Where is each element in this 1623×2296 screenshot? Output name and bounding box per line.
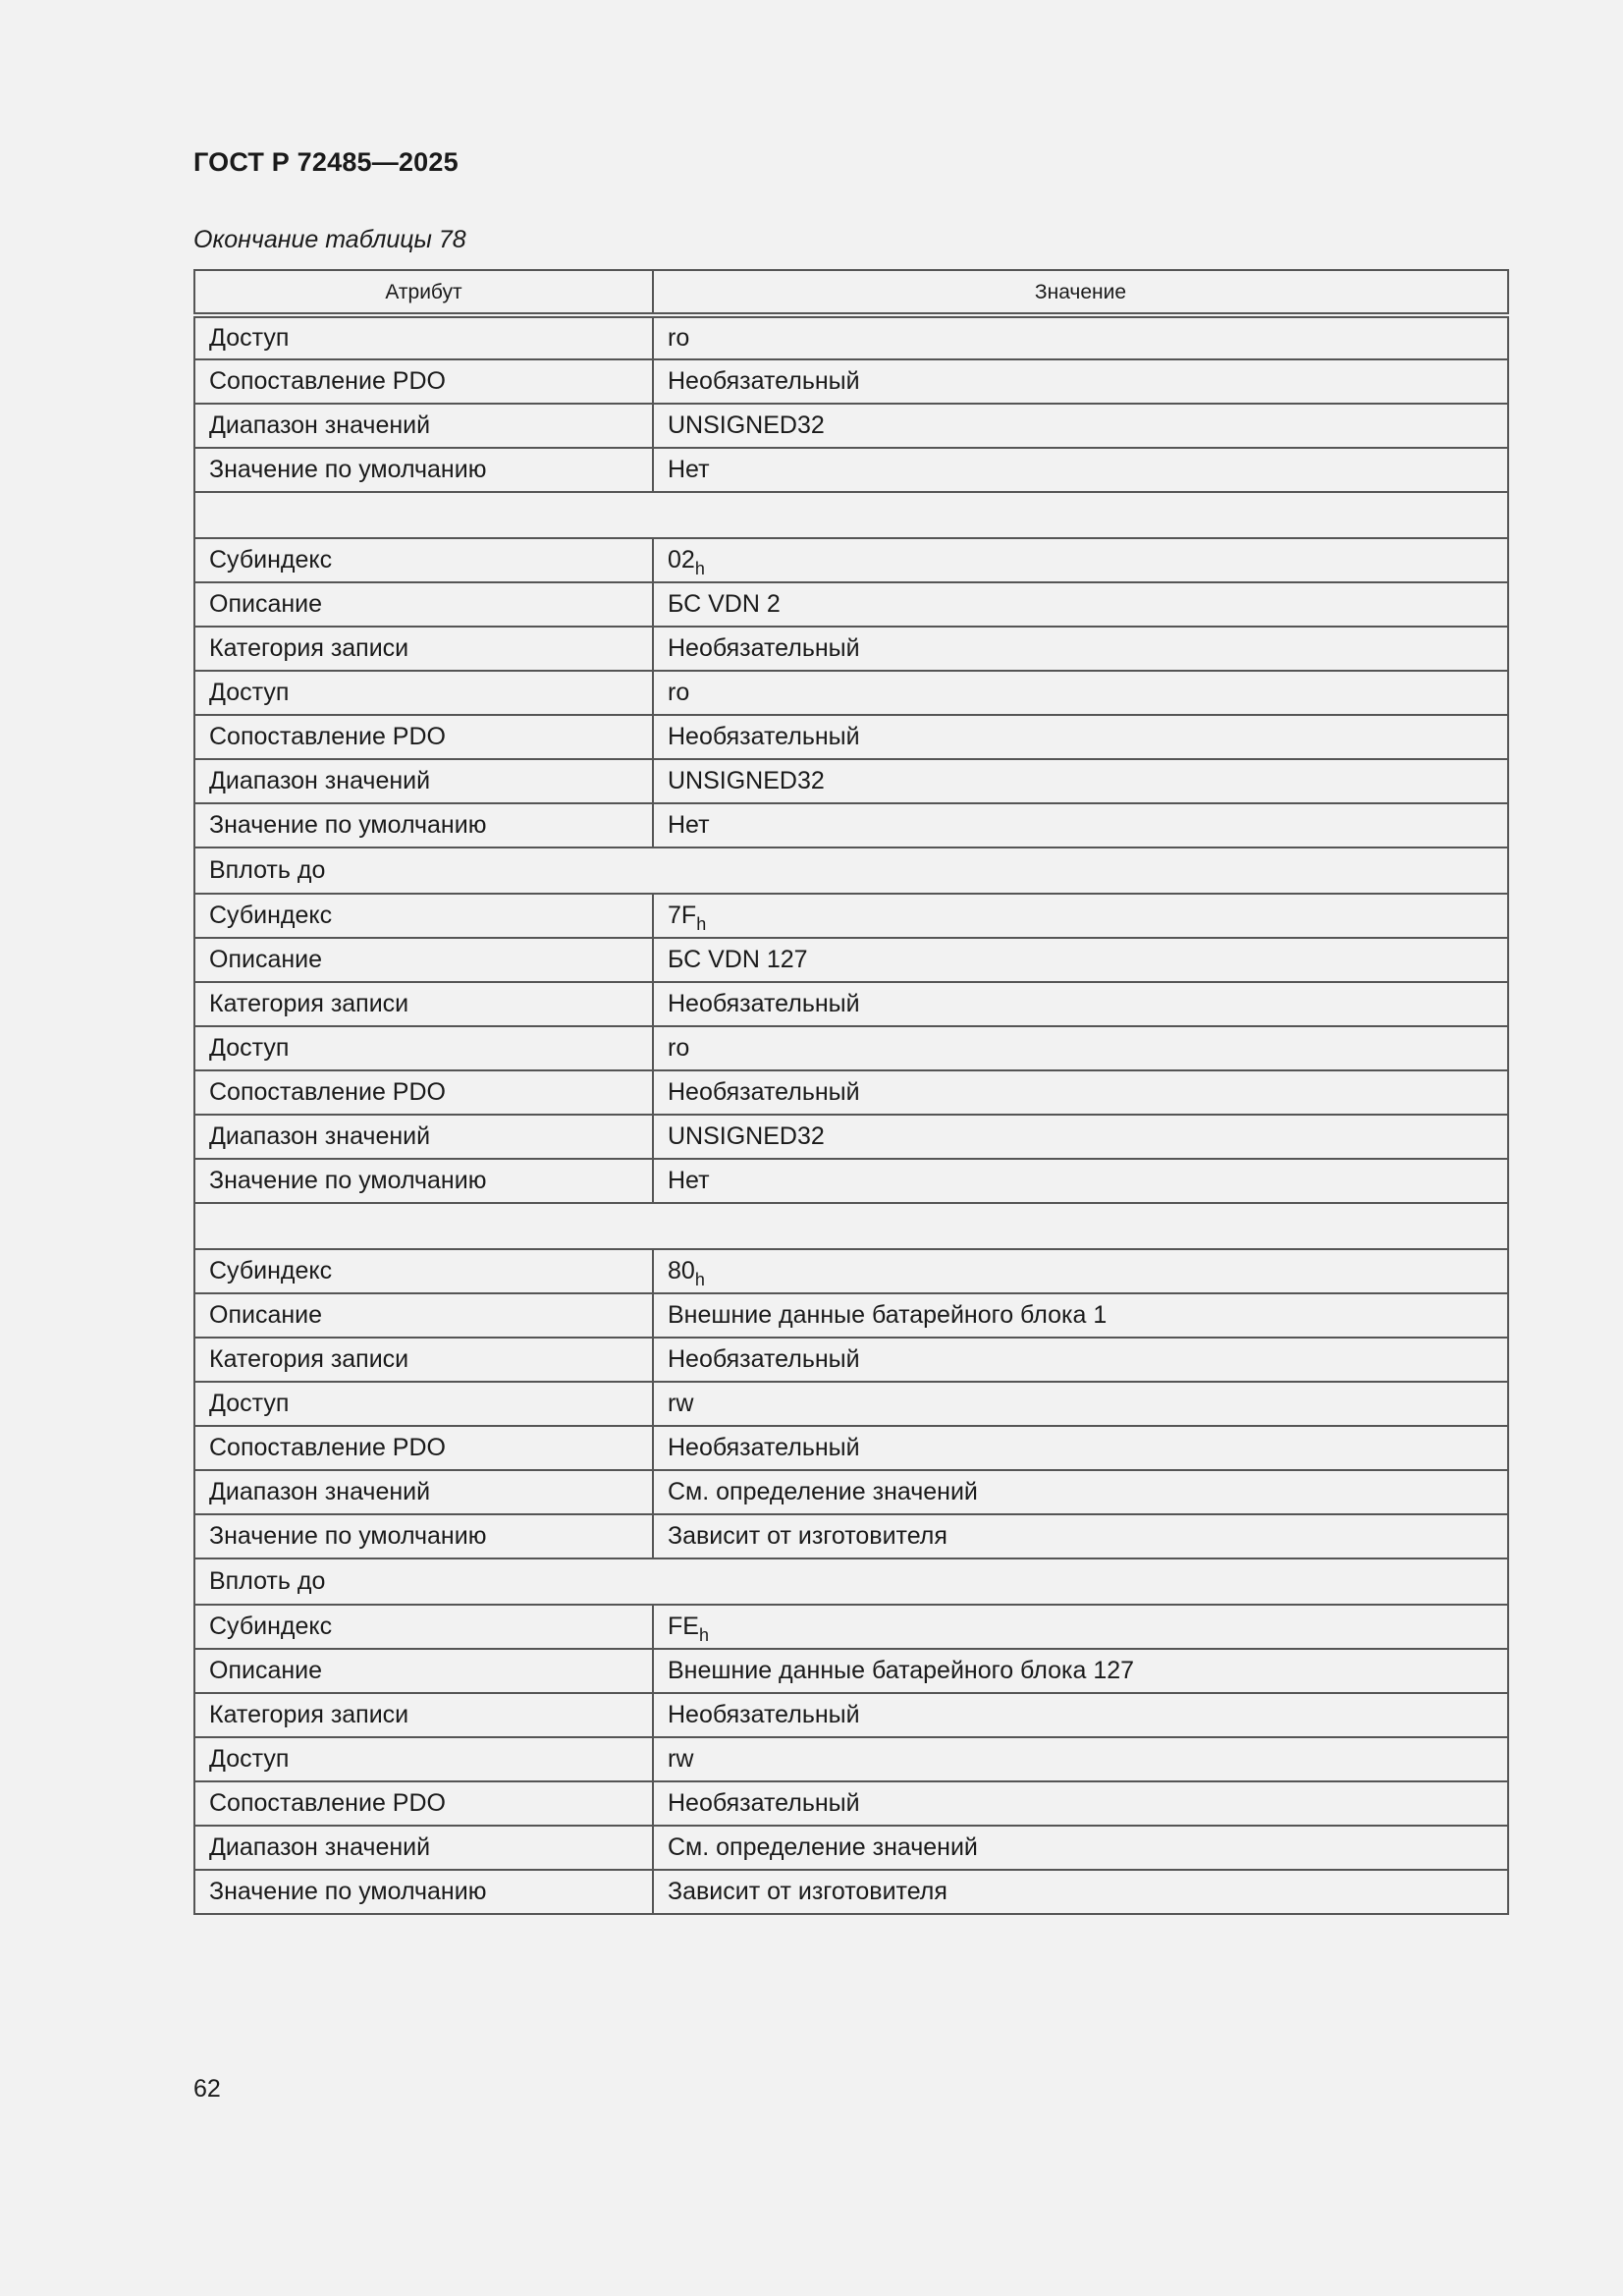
value-cell bbox=[653, 982, 1508, 1026]
table-body bbox=[194, 315, 1508, 1914]
table-section-row bbox=[194, 1203, 1508, 1249]
value-text: Необязательный bbox=[668, 1701, 860, 1728]
value-cell bbox=[653, 1826, 1508, 1870]
attribute-cell: Сопоставление PDO bbox=[194, 1781, 653, 1826]
value-cell bbox=[653, 759, 1508, 803]
table-row bbox=[194, 1870, 1508, 1914]
value-cell bbox=[653, 803, 1508, 847]
value-text: Зависит от изготовителя bbox=[668, 1878, 947, 1905]
value-cell bbox=[653, 1382, 1508, 1426]
value-cell bbox=[653, 627, 1508, 671]
attribute-cell: Доступ bbox=[194, 1026, 653, 1070]
table-row bbox=[194, 1026, 1508, 1070]
column-header-attribute: Атрибут bbox=[194, 270, 653, 315]
attribute-cell: Диапазон значений bbox=[194, 404, 653, 448]
value-text: Необязательный bbox=[668, 634, 860, 662]
attribute-cell: Субиндекс bbox=[194, 538, 653, 582]
table-section-row bbox=[194, 492, 1508, 538]
table-section-row bbox=[194, 847, 1508, 894]
table-row bbox=[194, 627, 1508, 671]
value-cell bbox=[653, 938, 1508, 982]
value-text: Внешние данные батарейного блока 127 bbox=[668, 1657, 1135, 1684]
value-cell bbox=[653, 1070, 1508, 1115]
attribute-cell: Доступ bbox=[194, 1737, 653, 1781]
value-cell bbox=[653, 448, 1508, 492]
table-row bbox=[194, 359, 1508, 404]
value-cell bbox=[653, 1605, 1508, 1649]
value-text: UNSIGNED32 bbox=[668, 411, 825, 439]
table-row bbox=[194, 1514, 1508, 1558]
table-row bbox=[194, 1649, 1508, 1693]
value-text: rw bbox=[668, 1390, 694, 1417]
table-section-row bbox=[194, 1558, 1508, 1605]
value-text: Необязательный bbox=[668, 367, 860, 395]
table-row bbox=[194, 1115, 1508, 1159]
value-text: 7F bbox=[668, 902, 697, 929]
value-cell bbox=[653, 715, 1508, 759]
table-row bbox=[194, 1737, 1508, 1781]
value-text: UNSIGNED32 bbox=[668, 767, 825, 794]
table-row bbox=[194, 759, 1508, 803]
value-cell bbox=[653, 671, 1508, 715]
value-text: Необязательный bbox=[668, 1789, 860, 1817]
table-row bbox=[194, 671, 1508, 715]
value-cell bbox=[653, 1470, 1508, 1514]
value-text: ro bbox=[668, 679, 690, 706]
table-row bbox=[194, 1159, 1508, 1203]
value-text: 02 bbox=[668, 546, 695, 574]
section-label-cell: Вплоть до bbox=[194, 847, 1508, 894]
section-label-cell: Вплоть до bbox=[194, 1558, 1508, 1605]
value-cell bbox=[653, 1426, 1508, 1470]
attribute-cell: Субиндекс bbox=[194, 894, 653, 938]
attribute-cell: Описание bbox=[194, 582, 653, 627]
table-row bbox=[194, 1693, 1508, 1737]
value-text: UNSIGNED32 bbox=[668, 1122, 825, 1150]
table-header-row bbox=[194, 270, 1508, 315]
value-cell bbox=[653, 538, 1508, 582]
table-row bbox=[194, 982, 1508, 1026]
table-row bbox=[194, 538, 1508, 582]
value-cell bbox=[653, 359, 1508, 404]
attribute-cell: Субиндекс bbox=[194, 1605, 653, 1649]
value-text: Необязательный bbox=[668, 1078, 860, 1106]
value-cell bbox=[653, 1026, 1508, 1070]
table-row bbox=[194, 1293, 1508, 1338]
table-row bbox=[194, 1605, 1508, 1649]
attribute-cell: Значение по умолчанию bbox=[194, 1514, 653, 1558]
value-cell bbox=[653, 1781, 1508, 1826]
attribute-cell: Диапазон значений bbox=[194, 1470, 653, 1514]
document-header: ГОСТ Р 72485—2025 bbox=[193, 147, 459, 177]
table-row bbox=[194, 1781, 1508, 1826]
attribute-cell: Доступ bbox=[194, 671, 653, 715]
table-row bbox=[194, 1338, 1508, 1382]
value-cell bbox=[653, 894, 1508, 938]
hex-subscript: h bbox=[694, 1270, 705, 1289]
attribute-cell: Значение по умолчанию bbox=[194, 448, 653, 492]
page-number: 62 bbox=[193, 2075, 221, 2103]
attribute-cell: Сопоставление PDO bbox=[194, 359, 653, 404]
attribute-cell: Значение по умолчанию bbox=[194, 1870, 653, 1914]
value-text: FE bbox=[668, 1613, 699, 1640]
table-row bbox=[194, 315, 1508, 359]
value-text: БС VDN 127 bbox=[668, 946, 808, 973]
section-label-cell bbox=[194, 1203, 1508, 1249]
table-row bbox=[194, 1249, 1508, 1293]
table-row bbox=[194, 1382, 1508, 1426]
attribute-cell: Доступ bbox=[194, 315, 653, 359]
value-cell bbox=[653, 582, 1508, 627]
value-text: Внешние данные батарейного блока 1 bbox=[668, 1301, 1108, 1329]
table-row bbox=[194, 448, 1508, 492]
table-row bbox=[194, 715, 1508, 759]
attribute-cell: Субиндекс bbox=[194, 1249, 653, 1293]
value-text: 80 bbox=[668, 1257, 695, 1285]
attribute-cell: Доступ bbox=[194, 1382, 653, 1426]
table-row bbox=[194, 1470, 1508, 1514]
attribute-cell: Диапазон значений bbox=[194, 759, 653, 803]
value-cell bbox=[653, 1514, 1508, 1558]
value-cell bbox=[653, 1649, 1508, 1693]
hex-subscript: h bbox=[698, 1625, 709, 1645]
hex-subscript: h bbox=[694, 559, 705, 578]
value-text: Необязательный bbox=[668, 723, 860, 750]
value-text: Нет bbox=[668, 456, 710, 483]
value-cell bbox=[653, 1870, 1508, 1914]
table-row bbox=[194, 582, 1508, 627]
attribute-cell: Диапазон значений bbox=[194, 1826, 653, 1870]
value-text: См. определение значений bbox=[668, 1833, 978, 1861]
table-row bbox=[194, 938, 1508, 982]
attribute-cell: Описание bbox=[194, 938, 653, 982]
value-cell bbox=[653, 1737, 1508, 1781]
attribute-cell: Значение по умолчанию bbox=[194, 803, 653, 847]
table-caption: Окончание таблицы 78 bbox=[193, 226, 466, 253]
value-cell bbox=[653, 315, 1508, 359]
value-cell bbox=[653, 1249, 1508, 1293]
value-cell bbox=[653, 1338, 1508, 1382]
value-text: ro bbox=[668, 1034, 690, 1062]
hex-subscript: h bbox=[696, 914, 707, 934]
attribute-cell: Категория записи bbox=[194, 627, 653, 671]
attribute-cell: Сопоставление PDO bbox=[194, 1070, 653, 1115]
attribute-cell: Категория записи bbox=[194, 1338, 653, 1382]
value-cell bbox=[653, 1159, 1508, 1203]
table-row bbox=[194, 1826, 1508, 1870]
attribute-cell: Категория записи bbox=[194, 982, 653, 1026]
attribute-table bbox=[193, 269, 1509, 1915]
table-row bbox=[194, 1426, 1508, 1470]
value-text: ro bbox=[668, 324, 690, 352]
value-text: Необязательный bbox=[668, 1434, 860, 1461]
table-row bbox=[194, 1070, 1508, 1115]
attribute-cell: Диапазон значений bbox=[194, 1115, 653, 1159]
value-cell bbox=[653, 1693, 1508, 1737]
value-text: См. определение значений bbox=[668, 1478, 978, 1505]
value-text: rw bbox=[668, 1745, 694, 1773]
attribute-cell: Описание bbox=[194, 1649, 653, 1693]
table-row bbox=[194, 404, 1508, 448]
value-text: Необязательный bbox=[668, 990, 860, 1017]
value-text: Зависит от изготовителя bbox=[668, 1522, 947, 1550]
attribute-cell: Описание bbox=[194, 1293, 653, 1338]
attribute-cell: Сопоставление PDO bbox=[194, 1426, 653, 1470]
column-header-value: Значение bbox=[653, 270, 1508, 315]
value-text: Необязательный bbox=[668, 1345, 860, 1373]
attribute-cell: Сопоставление PDO bbox=[194, 715, 653, 759]
value-cell bbox=[653, 1293, 1508, 1338]
value-cell bbox=[653, 404, 1508, 448]
attribute-cell: Значение по умолчанию bbox=[194, 1159, 653, 1203]
value-text: БС VDN 2 bbox=[668, 590, 781, 618]
attribute-cell: Категория записи bbox=[194, 1693, 653, 1737]
value-text: Нет bbox=[668, 1167, 710, 1194]
value-text: Нет bbox=[668, 811, 710, 839]
section-label-cell bbox=[194, 492, 1508, 538]
table-row bbox=[194, 894, 1508, 938]
table-row bbox=[194, 803, 1508, 847]
value-cell bbox=[653, 1115, 1508, 1159]
